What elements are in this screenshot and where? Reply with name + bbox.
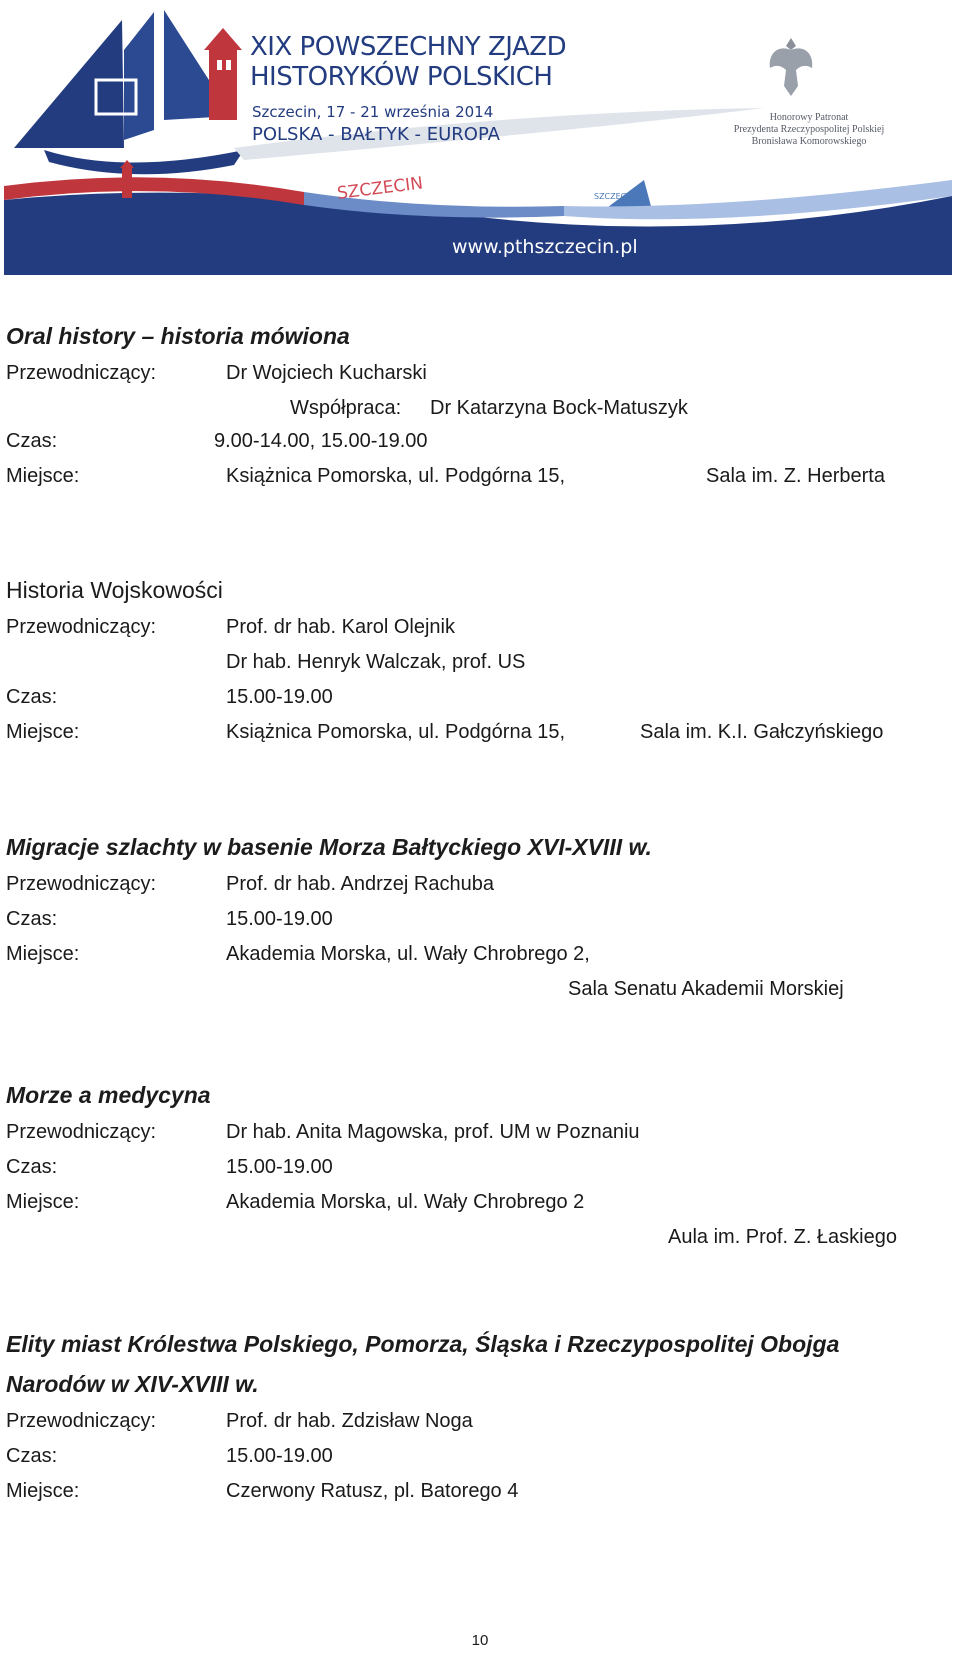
time-value: 15.00-19.00 [226, 1445, 333, 1467]
time-label: Czas: [6, 686, 58, 708]
time-row [6, 680, 952, 715]
session-title: Migracje szlachty w basenie Morza Bałtyckiego XVI-XVIII w. [6, 834, 652, 860]
chair-label: Przewodniczący: [6, 362, 157, 384]
page-number: 10 [471, 1632, 489, 1649]
time-row [6, 424, 952, 459]
chair-row-2 [6, 645, 952, 680]
time-value: 15.00-19.00 [226, 908, 333, 930]
chair-value: Dr hab. Anita Magowska, prof. UM w Poznaniu [226, 1121, 640, 1143]
place-label: Miejsce: [6, 1191, 80, 1213]
time-value: 15.00-19.00 [226, 686, 333, 708]
session-oral-history [6, 316, 952, 494]
place-label: Miejsce: [6, 1480, 80, 1502]
room-row [6, 972, 952, 1007]
website-url: www.pthszczecin.pl [452, 236, 638, 258]
time-label: Czas: [6, 908, 58, 930]
chair-value: Dr hab. Henryk Walczak, prof. US [226, 651, 526, 673]
place-row [6, 937, 952, 972]
place-value: Książnica Pomorska, ul. Podgórna 15, [226, 465, 566, 487]
chair-row [6, 1115, 952, 1150]
room-value: Aula im. Prof. Z. Łaskiego [668, 1226, 897, 1248]
session-sea-and-medicine [6, 1075, 952, 1255]
event-date: Szczecin, 17 - 21 września 2014 [252, 103, 494, 121]
chair-value: Prof. dr hab. Andrzej Rachuba [226, 873, 494, 895]
event-title: XIX POWSZECHNY ZJAZD HISTORYKÓW POLSKICH [250, 32, 567, 92]
honorary-patronage: Honorowy Patronat Prezydenta Rzeczypospolitej Polskiej Bronisława Komorowskiego [733, 112, 885, 147]
time-label: Czas: [6, 1445, 58, 1467]
room-value: Sala im. K.I. Gałczyńskiego [640, 721, 884, 743]
cooperation-row [6, 391, 952, 426]
time-value: 15.00-19.00 [226, 1156, 333, 1178]
place-label: Miejsce: [6, 465, 80, 487]
time-row [6, 902, 952, 937]
city-name: SZCZECIN [336, 173, 425, 204]
session-nobility-migration [6, 827, 952, 1007]
time-label: Czas: [6, 430, 58, 452]
event-slogan: POLSKA - BAŁTYK - EUROPA [252, 124, 500, 145]
chair-label: Przewodniczący: [6, 1410, 157, 1432]
place-value: Książnica Pomorska, ul. Podgórna 15, [226, 721, 566, 743]
session-title-line-1: Elity miast Królestwa Polskiego, Pomorza, Śląska i Rzeczypospolitej Obojga [6, 1331, 840, 1357]
session-urban-elites [6, 1324, 952, 1509]
place-value: Akademia Morska, ul. Wały Chrobrego 2 [226, 1191, 585, 1213]
chair-label: Przewodniczący: [6, 1121, 157, 1143]
chair-row [6, 867, 952, 902]
time-row [6, 1150, 952, 1185]
session-title [6, 1324, 952, 1404]
chair-value: Prof. dr hab. Zdzisław Noga [226, 1410, 473, 1432]
time-row [6, 1439, 952, 1474]
room-value: Sala im. Z. Herberta [706, 465, 885, 487]
session-title: Oral history – historia mówiona [6, 323, 350, 349]
city-small-label: SZCZECIN [594, 192, 635, 201]
time-value: 9.00-14.00, 15.00-19.00 [214, 430, 428, 452]
session-title-line-2: Narodów w XIV-XVIII w. [6, 1371, 259, 1397]
chair-row [6, 356, 952, 391]
room-value: Sala Senatu Akademii Morskiej [568, 978, 844, 1000]
place-row [6, 715, 952, 750]
chair-value: Dr Wojciech Kucharski [226, 362, 427, 384]
chair-label: Przewodniczący: [6, 616, 157, 638]
session-title: Morze a medycyna [6, 1082, 211, 1108]
place-value: Akademia Morska, ul. Wały Chrobrego 2, [226, 943, 590, 965]
place-label: Miejsce: [6, 943, 80, 965]
chair-label: Przewodniczący: [6, 873, 157, 895]
chair-row [6, 610, 952, 645]
session-military-history [6, 570, 952, 750]
header-banner [4, 0, 952, 275]
polish-eagle-icon [766, 34, 816, 100]
place-row [6, 1185, 952, 1220]
cooperation-value: Dr Katarzyna Bock-Matuszyk [430, 397, 688, 419]
place-row [6, 1474, 952, 1509]
chair-value: Prof. dr hab. Karol Olejnik [226, 616, 455, 638]
session-title: Historia Wojskowości [6, 577, 223, 603]
place-row [6, 459, 952, 494]
place-value: Czerwony Ratusz, pl. Batorego 4 [226, 1480, 519, 1502]
chair-row [6, 1404, 952, 1439]
cooperation-label: Współpraca: [290, 397, 402, 419]
time-label: Czas: [6, 1156, 58, 1178]
room-row [6, 1220, 952, 1255]
place-label: Miejsce: [6, 721, 80, 743]
